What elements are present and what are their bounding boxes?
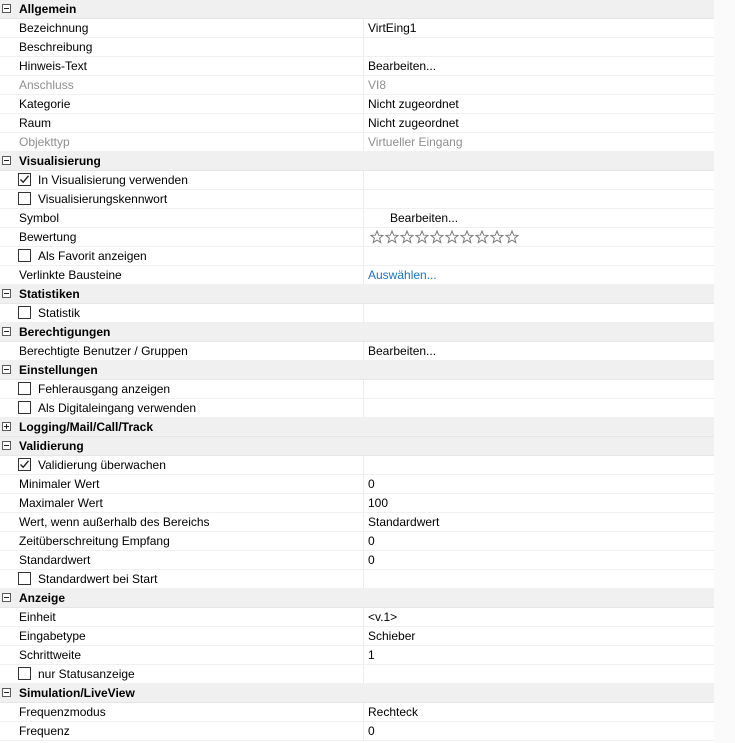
maximaler-wert-value[interactable]: 100	[368, 496, 389, 510]
property-frequenz[interactable]	[0, 722, 714, 741]
category-label: Anzeige	[19, 591, 66, 605]
star-icon[interactable]	[505, 230, 520, 244]
anschluss-value: VI8	[368, 78, 387, 92]
property-name: Visualisierungskennwort	[38, 192, 168, 206]
property-name: Beschreibung	[19, 40, 93, 54]
collapse-icon[interactable]	[2, 688, 11, 697]
collapse-icon[interactable]	[2, 593, 11, 602]
column-divider	[363, 722, 364, 740]
star-icon[interactable]	[475, 230, 490, 244]
category-statistiken[interactable]	[0, 285, 714, 304]
frequenzmodus-value[interactable]: Rechteck	[368, 705, 419, 719]
collapse-icon[interactable]	[2, 156, 11, 165]
star-icon[interactable]	[445, 230, 460, 244]
objekttyp-value: Virtueller Eingang	[368, 135, 463, 149]
category-visualisierung[interactable]	[0, 152, 714, 171]
property-eingabetype[interactable]	[0, 627, 714, 646]
column-divider	[363, 570, 364, 588]
column-divider	[363, 494, 364, 512]
column-divider	[363, 76, 364, 94]
property-name: Hinweis-Text	[19, 59, 88, 73]
column-divider	[363, 209, 364, 227]
property-als-favorit-anzeigen[interactable]	[0, 247, 714, 266]
property-symbol[interactable]	[0, 209, 714, 228]
property-name: Validierung überwachen	[38, 458, 166, 472]
property-name: Zeitüberschreitung Empfang	[19, 534, 170, 548]
property-zeitueberschreitung[interactable]	[0, 532, 714, 551]
property-anschluss	[0, 76, 714, 95]
property-berechtigte-benutzer[interactable]	[0, 342, 714, 361]
statusanzeige-checkbox[interactable]	[18, 667, 31, 680]
column-divider	[363, 304, 364, 322]
column-divider	[363, 399, 364, 417]
property-name: Statistik	[38, 306, 81, 320]
property-verlinkte-bausteine[interactable]	[0, 266, 714, 285]
property-bewertung[interactable]	[0, 228, 714, 247]
star-icon[interactable]	[490, 230, 505, 244]
digitaleingang-checkbox[interactable]	[18, 401, 31, 414]
symbol-edit-button[interactable]: Bearbeiten...	[390, 211, 459, 225]
standardwert-value[interactable]: 0	[368, 553, 375, 567]
property-name: Standardwert	[19, 553, 91, 567]
category-berechtigungen[interactable]	[0, 323, 714, 342]
kategorie-value[interactable]: Nicht zugeordnet	[368, 97, 459, 111]
column-divider	[363, 190, 364, 208]
rating-stars[interactable]	[370, 230, 520, 244]
column-divider	[363, 646, 364, 664]
property-maximaler-wert[interactable]	[0, 494, 714, 513]
column-divider	[363, 380, 364, 398]
column-divider	[363, 57, 364, 75]
column-divider	[363, 38, 364, 56]
star-icon[interactable]	[370, 230, 385, 244]
frequenz-value[interactable]: 0	[368, 724, 375, 738]
hinweis-edit-button[interactable]: Bearbeiten...	[368, 59, 437, 73]
column-divider	[363, 342, 364, 360]
property-beschreibung[interactable]	[0, 38, 714, 57]
collapse-icon[interactable]	[2, 289, 11, 298]
category-label: Einstellungen	[19, 363, 98, 377]
star-icon[interactable]	[385, 230, 400, 244]
column-divider	[363, 665, 364, 683]
property-name: Als Digitaleingang verwenden	[38, 401, 197, 415]
property-statistik[interactable]	[0, 304, 714, 323]
category-label: Visualisierung	[19, 154, 101, 168]
star-icon[interactable]	[430, 230, 445, 244]
property-name: Standardwert bei Start	[38, 572, 158, 586]
collapse-icon[interactable]	[2, 327, 11, 336]
property-standardwert-bei-start[interactable]	[0, 570, 714, 589]
property-name: Bewertung	[19, 230, 77, 244]
category-validierung[interactable]	[0, 437, 714, 456]
column-divider	[363, 703, 364, 721]
property-name: Objekttyp	[19, 135, 70, 149]
category-einstellungen[interactable]	[0, 361, 714, 380]
column-divider	[363, 19, 364, 37]
column-divider	[363, 114, 364, 132]
eingabetype-value[interactable]: Schieber	[368, 629, 416, 643]
schrittweite-value[interactable]: 1	[368, 648, 375, 662]
category-label: Statistiken	[19, 287, 80, 301]
column-divider	[363, 228, 364, 246]
minimaler-wert-value[interactable]: 0	[368, 477, 375, 491]
bausteine-select-link[interactable]: Auswählen...	[368, 268, 437, 282]
collapse-icon[interactable]	[2, 441, 11, 450]
property-nur-statusanzeige[interactable]	[0, 665, 714, 684]
column-divider	[363, 95, 364, 113]
star-icon[interactable]	[400, 230, 415, 244]
property-name: Maximaler Wert	[19, 496, 103, 510]
property-standardwert[interactable]	[0, 551, 714, 570]
category-logging[interactable]	[0, 418, 714, 437]
category-anzeige[interactable]	[0, 589, 714, 608]
column-divider	[363, 266, 364, 284]
category-label: Allgemein	[19, 2, 77, 16]
property-objekttyp	[0, 133, 714, 152]
property-frequenzmodus[interactable]	[0, 703, 714, 722]
statistik-checkbox[interactable]	[18, 306, 31, 319]
star-icon[interactable]	[415, 230, 430, 244]
property-name: Frequenz	[19, 724, 70, 738]
property-name: Bezeichnung	[19, 21, 89, 35]
property-bezeichnung[interactable]	[0, 19, 714, 38]
property-name: Berechtigte Benutzer / Gruppen	[19, 344, 188, 358]
raum-value[interactable]: Nicht zugeordnet	[368, 116, 459, 130]
visualisierung-verwenden-checkbox[interactable]	[18, 173, 31, 186]
property-wert-ausserhalb[interactable]	[0, 513, 714, 532]
property-name: Symbol	[19, 211, 60, 225]
category-simulation[interactable]	[0, 684, 714, 703]
property-name: Fehlerausgang anzeigen	[38, 382, 171, 396]
property-name: Kategorie	[19, 97, 71, 111]
property-schrittweite[interactable]	[0, 646, 714, 665]
column-divider	[363, 532, 364, 550]
category-label: Simulation/LiveView	[19, 686, 135, 700]
property-als-digitaleingang[interactable]	[0, 399, 714, 418]
property-hinweis-text[interactable]	[0, 57, 714, 76]
column-divider	[363, 133, 364, 151]
property-validierung-ueberwachen[interactable]	[0, 456, 714, 475]
property-name: Anschluss	[19, 78, 74, 92]
collapse-icon[interactable]	[2, 4, 11, 13]
property-name: Verlinkte Bausteine	[19, 268, 122, 282]
property-visualisierungskennwort[interactable]	[0, 190, 714, 209]
category-label: Validierung	[19, 439, 84, 453]
bezeichnung-value[interactable]: VirtEing1	[368, 21, 417, 35]
einheit-value[interactable]: <v.1>	[368, 610, 398, 624]
category-label: Logging/Mail/Call/Track	[19, 420, 154, 434]
visualisierungskennwort-checkbox[interactable]	[18, 192, 31, 205]
property-name: Als Favorit anzeigen	[38, 249, 147, 263]
property-in-visualisierung-verwenden[interactable]	[0, 171, 714, 190]
column-divider	[363, 608, 364, 626]
column-divider	[363, 551, 364, 569]
benutzer-edit-button[interactable]: Bearbeiten...	[368, 344, 437, 358]
column-divider	[363, 513, 364, 531]
column-divider	[363, 475, 364, 493]
property-name: Raum	[19, 116, 52, 130]
column-divider	[363, 627, 364, 645]
standardwert-bei-start-checkbox[interactable]	[18, 572, 31, 585]
property-name: Minimaler Wert	[19, 477, 100, 491]
property-name: Wert, wenn außerhalb des Bereichs	[19, 515, 210, 529]
zeitueberschreitung-value[interactable]: 0	[368, 534, 375, 548]
category-label: Berechtigungen	[19, 325, 111, 339]
property-name: Eingabetype	[19, 629, 86, 643]
collapse-icon[interactable]	[2, 365, 11, 374]
scrollbar-track[interactable]	[714, 0, 735, 743]
property-einheit[interactable]	[0, 608, 714, 627]
category-allgemein[interactable]	[0, 0, 714, 19]
property-name: Schrittweite	[19, 648, 82, 662]
property-name: Einheit	[19, 610, 56, 624]
property-fehlerausgang-anzeigen[interactable]	[0, 380, 714, 399]
ausserhalb-value[interactable]: Standardwert	[368, 515, 440, 529]
property-name: In Visualisierung verwenden	[38, 173, 188, 187]
favorit-checkbox[interactable]	[18, 249, 31, 262]
column-divider	[363, 456, 364, 474]
fehlerausgang-checkbox[interactable]	[18, 382, 31, 395]
property-name: nur Statusanzeige	[38, 667, 135, 681]
column-divider	[363, 171, 364, 189]
property-name: Frequenzmodus	[19, 705, 106, 719]
column-divider	[363, 247, 364, 265]
star-icon[interactable]	[460, 230, 475, 244]
validierung-checkbox[interactable]	[18, 458, 31, 471]
expand-icon[interactable]	[2, 422, 11, 431]
property-raum[interactable]	[0, 114, 714, 133]
property-kategorie[interactable]	[0, 95, 714, 114]
property-minimaler-wert[interactable]	[0, 475, 714, 494]
